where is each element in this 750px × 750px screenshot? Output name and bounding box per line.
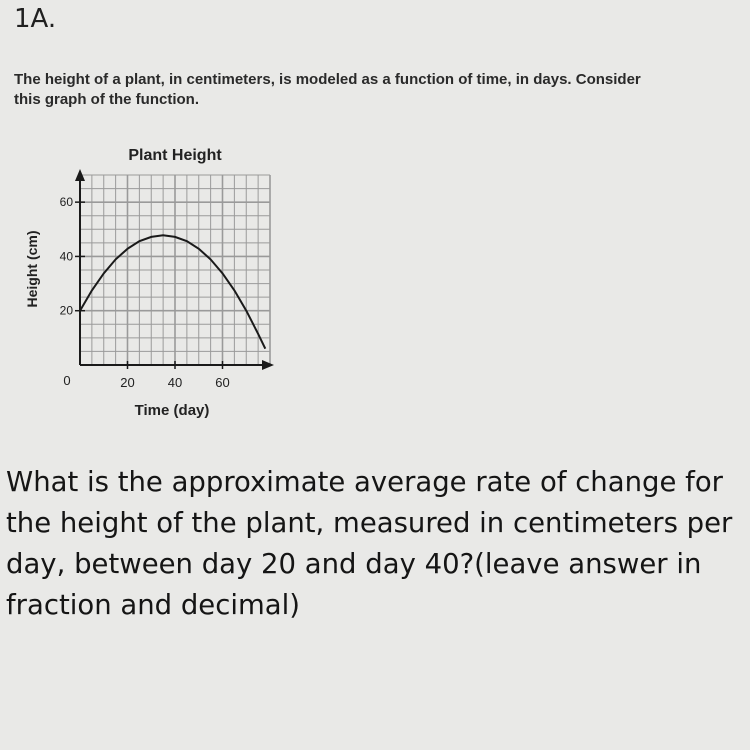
- series-plant-height: [80, 235, 265, 348]
- y-tick-label: 60: [59, 195, 73, 210]
- x-tick-label: 40: [167, 375, 183, 390]
- chart-title: Plant Height: [128, 147, 222, 164]
- x-axis-arrow: [262, 360, 274, 370]
- x-axis-label: Time (day): [134, 402, 210, 419]
- y-axis-label: Height (cm): [24, 230, 40, 308]
- x-tick-label: 60: [215, 375, 230, 390]
- origin-label: 0: [63, 373, 71, 388]
- y-tick-label: 40: [59, 249, 73, 264]
- tick-labels: [60, 195, 230, 390]
- y-tick-label: 20: [59, 303, 73, 318]
- prompt-text: The height of a plant, in centimeters, is modeled as a function of time, in days. Consider this graph of the function.: [14, 71, 641, 108]
- question-text: What is the approximate average rate of change for the height of the plant, measured in centimeters per day, between day 20 and day 40?(leave answer in fraction and decimal): [6, 466, 733, 621]
- question-number: 1A.: [14, 4, 57, 34]
- x-tick-label: 20: [120, 375, 135, 390]
- plant-height-chart: [0, 135, 320, 425]
- chart-grid: [80, 175, 270, 365]
